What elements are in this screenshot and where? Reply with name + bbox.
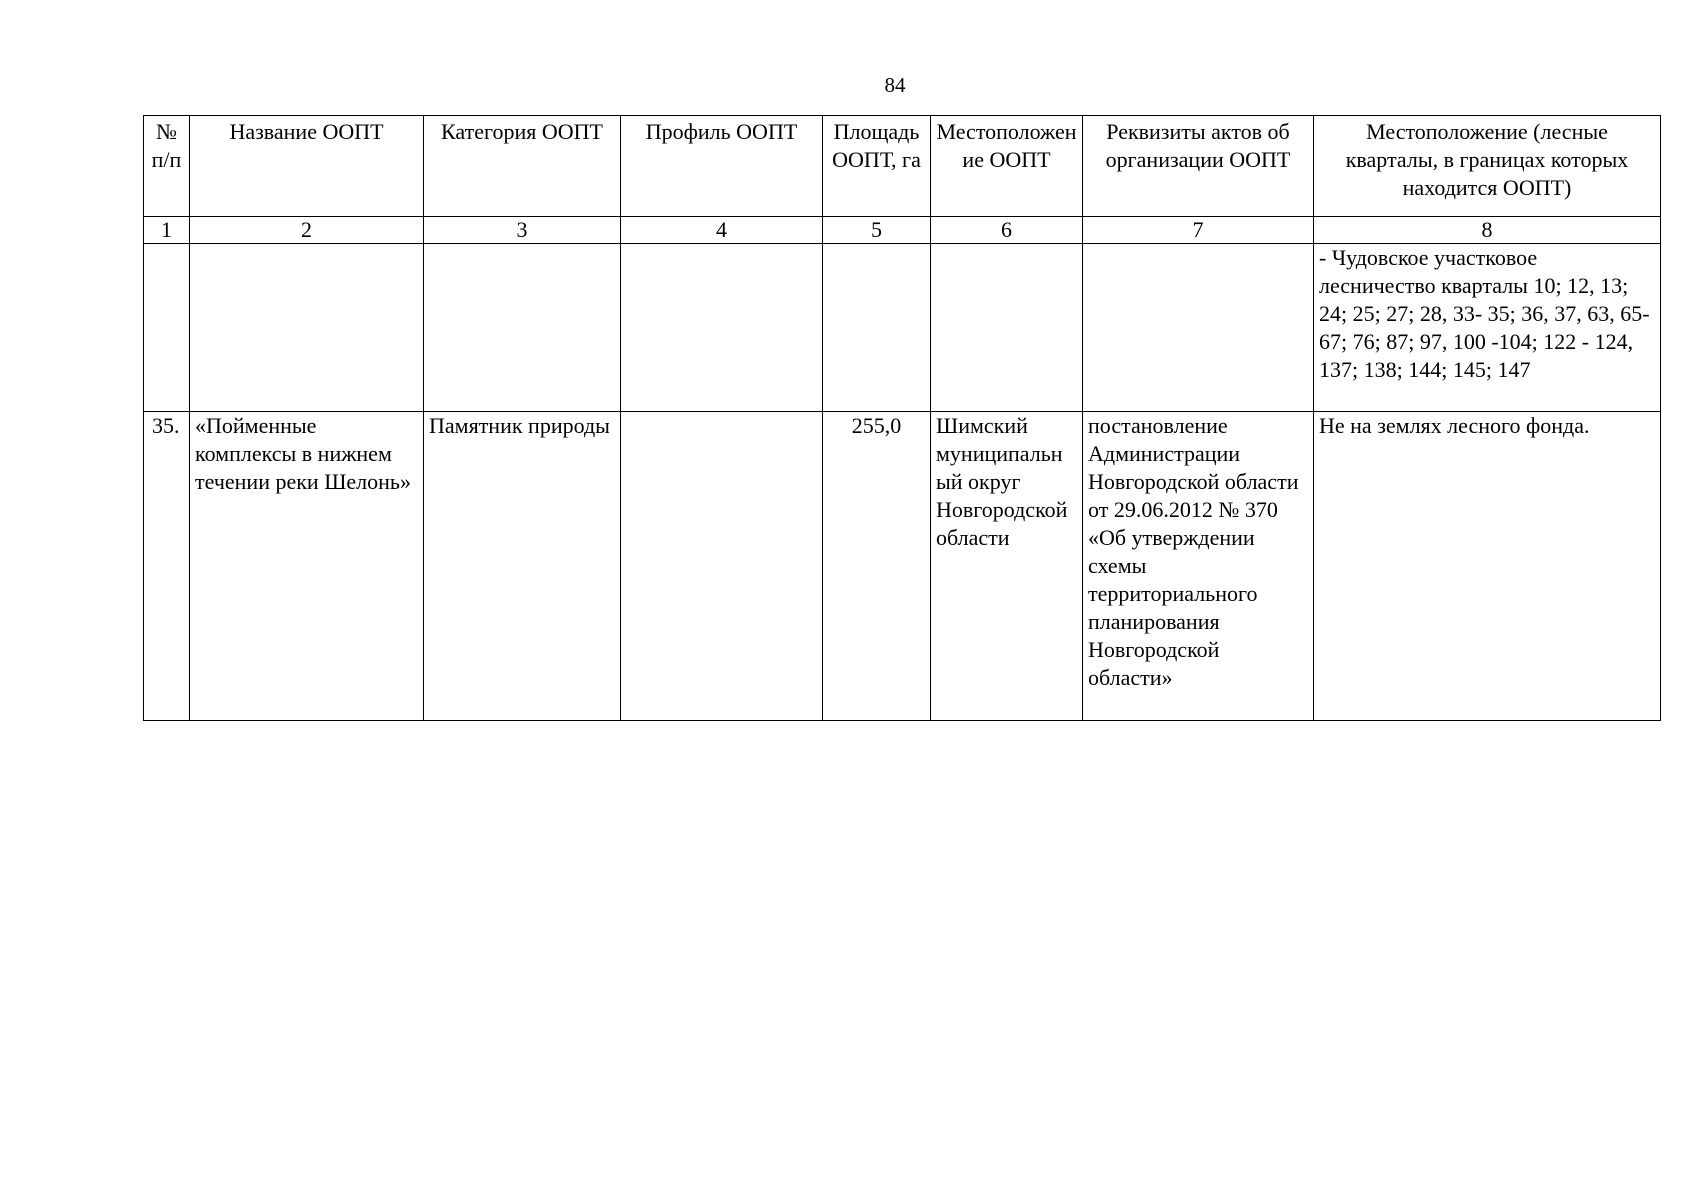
row-location: Шимский муниципальный округ Новгородской области xyxy=(931,412,1083,721)
table-cell xyxy=(1083,244,1314,412)
header-category: Категория ООПТ xyxy=(424,116,621,217)
table-row xyxy=(144,412,1661,721)
continuation-row xyxy=(144,244,1661,412)
header-forest-location: Местоположение (лесные кварталы, в границах которых находится ООПТ) xyxy=(1314,116,1661,217)
row-category: Памятник природы xyxy=(424,412,621,721)
row-area: 255,0 xyxy=(823,412,931,721)
column-number: 5 xyxy=(823,217,931,244)
page-number: 84 xyxy=(884,73,906,97)
column-number: 3 xyxy=(424,217,621,244)
column-number: 7 xyxy=(1083,217,1314,244)
table-cell xyxy=(931,244,1083,412)
header-area: Площадь ООПТ, га xyxy=(823,116,931,217)
row-profile xyxy=(621,412,823,721)
continuation-forest-location: - Чудовское участковое лесничество кварталы 10; 12, 13; 24; 25; 27; 28, 33- 35; 36, 37, 63, 65-67; 76; 87; 97, 100 -104; 122 - 124, 137; 138; 144; 145; 147 xyxy=(1314,244,1661,412)
header-acts: Реквизиты актов об организации ООПТ xyxy=(1083,116,1314,217)
table-cell xyxy=(190,244,424,412)
column-number: 4 xyxy=(621,217,823,244)
row-num: 35. xyxy=(144,412,190,721)
column-number: 6 xyxy=(931,217,1083,244)
column-number: 2 xyxy=(190,217,424,244)
oopt-table xyxy=(143,115,1661,721)
header-location: Местоположение ООПТ xyxy=(931,116,1083,217)
row-forest-location: Не на землях лесного фонда. xyxy=(1314,412,1661,721)
header-name: Название ООПТ xyxy=(190,116,424,217)
row-acts: постановление Администрации Новгородской области от 29.06.2012 № 370 «Об утверждении схемы территориального планирования Новгородской области» xyxy=(1083,412,1314,721)
table-cell xyxy=(621,244,823,412)
column-numbering-row xyxy=(144,217,1661,244)
header-row xyxy=(144,116,1661,217)
column-number: 8 xyxy=(1314,217,1661,244)
table-cell xyxy=(144,244,190,412)
header-profile: Профиль ООПТ xyxy=(621,116,823,217)
column-number: 1 xyxy=(144,217,190,244)
header-num: № п/п xyxy=(144,116,190,217)
table-cell xyxy=(424,244,621,412)
table-cell xyxy=(823,244,931,412)
row-name: «Пойменные комплексы в нижнем течении реки Шелонь» xyxy=(190,412,424,721)
